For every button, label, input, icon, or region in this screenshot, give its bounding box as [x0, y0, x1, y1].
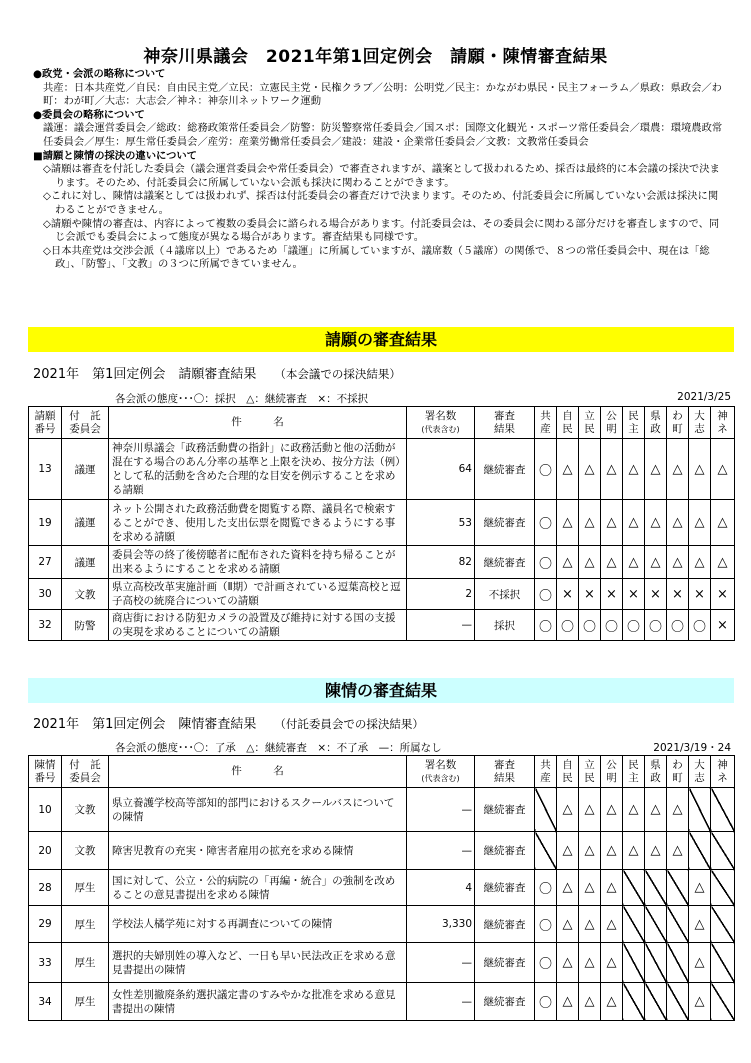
row-subject: 女性差別撤廃条約選択議定書のすみやかな批准を求める意見書提出の陳情 — [109, 983, 407, 1021]
row-subject: 商店街における防犯カメラの設置及び維持に対する国の支援の実現を求めることについての請願 — [109, 610, 407, 641]
table-row — [29, 906, 735, 943]
vote-cell: △ — [601, 832, 623, 870]
row-result: 継続審査 — [475, 906, 535, 943]
header-party: 県 政 — [645, 407, 667, 439]
row-result: 継続審査 — [475, 983, 535, 1021]
row-number: 33 — [29, 943, 62, 983]
row-result: 継続審査 — [475, 546, 535, 579]
vote-cell: △ — [557, 832, 579, 870]
row-result: 継続審査 — [475, 788, 535, 832]
table-header-row — [29, 407, 735, 439]
vote-not-member-cell — [667, 983, 689, 1021]
petition-subtitle-note: （本会議での採決結果） — [274, 367, 401, 381]
vote-cell: △ — [667, 788, 689, 832]
vote-cell: △ — [601, 500, 623, 546]
petition2-subtitle — [33, 713, 424, 732]
row-committee: 文教 — [62, 788, 109, 832]
row-result: 継続審査 — [475, 439, 535, 500]
vote-cell: × — [667, 579, 689, 610]
vote-cell: △ — [557, 500, 579, 546]
row-number: 19 — [29, 500, 62, 546]
vote-not-member-cell — [645, 983, 667, 1021]
vote-not-member-cell — [689, 788, 711, 832]
row-signatures: — — [407, 943, 475, 983]
header-party: 立 民 — [579, 407, 601, 439]
header-subject: 件 名 — [109, 756, 407, 788]
vote-cell: 〇 — [535, 579, 557, 610]
vote-not-member-cell — [667, 906, 689, 943]
vote-cell: △ — [645, 546, 667, 579]
row-subject: 国に対して、公立・公的病院の「再編・統合」の強制を改めることの意見書提出を求める陳情 — [109, 870, 407, 906]
header-party: 共 産 — [535, 756, 557, 788]
vote-cell: 〇 — [601, 610, 623, 641]
vote-cell: 〇 — [535, 610, 557, 641]
vote-cell: △ — [667, 832, 689, 870]
header-party: 自 民 — [557, 407, 579, 439]
vote-cell: △ — [601, 870, 623, 906]
vote-cell: × — [579, 579, 601, 610]
vote-cell: △ — [711, 546, 735, 579]
row-number: 32 — [29, 610, 62, 641]
vote-cell: △ — [711, 439, 735, 500]
vote-cell: △ — [557, 943, 579, 983]
petition-results-table — [28, 406, 735, 641]
vote-cell: 〇 — [535, 870, 557, 906]
vote-cell: △ — [579, 500, 601, 546]
row-signatures: — — [407, 983, 475, 1021]
petition2-results-banner: 陳情の審査結果 — [28, 678, 734, 703]
vote-cell: × — [601, 579, 623, 610]
vote-cell: △ — [557, 983, 579, 1021]
row-committee: 文教 — [62, 579, 109, 610]
row-number: 13 — [29, 439, 62, 500]
row-subject: 学校法人橘学苑に対する再調査についての陳情 — [109, 906, 407, 943]
header-party: 神 ネ — [711, 407, 735, 439]
vote-cell: 〇 — [557, 610, 579, 641]
party-abbrev-heading: ●政党・会派の略称について — [33, 68, 166, 80]
table-row — [29, 439, 735, 500]
header-party: 大 志 — [689, 407, 711, 439]
vote-not-member-cell — [667, 943, 689, 983]
vote-cell: × — [711, 610, 735, 641]
row-committee: 議運 — [62, 546, 109, 579]
petition2-date: 2021/3/19・24 — [653, 742, 731, 754]
petition-results-banner: 請願の審査結果 — [28, 327, 734, 352]
vote-cell: △ — [645, 439, 667, 500]
header-result: 審査 結果 — [475, 407, 535, 439]
header-party: わ 町 — [667, 756, 689, 788]
vote-cell: △ — [623, 546, 645, 579]
vote-cell: △ — [689, 943, 711, 983]
header-party: 共 産 — [535, 407, 557, 439]
vote-not-member-cell — [711, 832, 735, 870]
row-signatures: 53 — [407, 500, 475, 546]
vote-cell: 〇 — [535, 943, 557, 983]
row-result: 継続審査 — [475, 832, 535, 870]
row-committee: 文教 — [62, 832, 109, 870]
header-number: 陳情 番号 — [29, 756, 62, 788]
vote-cell: △ — [689, 439, 711, 500]
vote-cell: △ — [557, 788, 579, 832]
vote-cell: △ — [579, 943, 601, 983]
vote-difference-item: ◇請願や陳情の審査は、内容によって複数の委員会に諮られる場合があります。付託委員会は、その委員会に関わる部分だけを審査しますので、同じ会派でも委員会によって態度が異なる場合があります。審査結果も同様です。 — [43, 217, 720, 244]
petition-date: 2021/3/25 — [677, 391, 731, 403]
vote-cell: × — [711, 579, 735, 610]
row-subject: 県立高校改革実施計画（Ⅱ期）で計画されている逗葉高校と逗子高校の統廃合についての請願 — [109, 579, 407, 610]
row-committee: 防警 — [62, 610, 109, 641]
vote-cell: △ — [689, 546, 711, 579]
header-party: 公 明 — [601, 407, 623, 439]
vote-cell: △ — [645, 500, 667, 546]
row-committee: 厚生 — [62, 906, 109, 943]
vote-cell: △ — [689, 500, 711, 546]
vote-not-member-cell — [645, 906, 667, 943]
row-signatures: 64 — [407, 439, 475, 500]
row-committee: 厚生 — [62, 943, 109, 983]
row-number: 30 — [29, 579, 62, 610]
header-party: わ 町 — [667, 407, 689, 439]
table-row — [29, 943, 735, 983]
row-result: 採択 — [475, 610, 535, 641]
vote-not-member-cell — [623, 870, 645, 906]
table-header-row — [29, 756, 735, 788]
vote-not-member-cell — [535, 832, 557, 870]
petition2-legend: 各会派の態度･･･〇：了承 △：継続審査 ×：不了承 —：所属なし — [115, 742, 442, 754]
vote-not-member-cell — [711, 788, 735, 832]
vote-not-member-cell — [623, 983, 645, 1021]
header-party: 大 志 — [689, 756, 711, 788]
row-committee: 厚生 — [62, 870, 109, 906]
vote-cell: △ — [557, 906, 579, 943]
vote-cell: △ — [557, 546, 579, 579]
vote-not-member-cell — [689, 832, 711, 870]
vote-cell: △ — [601, 546, 623, 579]
vote-difference-item: ◇請願は審査を付託した委員会（議会運営委員会や常任委員会）で審査されますが、議案として扱われるため、採否は最終的に本会議の採決で決まります。そのため、付託委員会に所属していない会派も採決に関わることができます。 — [43, 163, 720, 189]
vote-cell: △ — [667, 500, 689, 546]
vote-cell: 〇 — [579, 610, 601, 641]
vote-cell: △ — [557, 439, 579, 500]
vote-cell: △ — [557, 870, 579, 906]
row-signatures: — — [407, 610, 475, 641]
party-abbrev-text: 共産：日本共産党／自民：自由民主党／立民：立憲民主党・民権クラブ／公明：公明党／民主：かながわ県民・民主フォーラム／県政：県政会／わ町：わが町／大志：大志会／神ネ：神奈川ネットワーク運動 — [43, 81, 722, 108]
vote-difference-item: ◇これに対し、陳情は議案としては扱われず、採否は付託委員会の審査だけで決まります。そのため、付託委員会に所属していない会派は採決に関わることができません。 — [43, 190, 719, 216]
row-signatures: 2 — [407, 579, 475, 610]
row-committee: 議運 — [62, 500, 109, 546]
table-row — [29, 832, 735, 870]
row-number: 34 — [29, 983, 62, 1021]
petition-subtitle-main: 2021年 第1回定例会 請願審査結果 — [33, 367, 257, 382]
row-result: 不採択 — [475, 579, 535, 610]
vote-cell: △ — [623, 500, 645, 546]
row-committee: 議運 — [62, 439, 109, 500]
header-committee: 付 託 委員会 — [62, 407, 109, 439]
vote-cell: △ — [623, 788, 645, 832]
vote-cell: △ — [689, 983, 711, 1021]
petition2-results-table — [28, 755, 735, 1021]
header-committee: 付 託 委員会 — [62, 756, 109, 788]
table-row — [29, 546, 735, 579]
vote-cell: △ — [579, 906, 601, 943]
vote-cell: 〇 — [667, 610, 689, 641]
row-subject: 県立養護学校高等部知的部門におけるスクールバスについての陳情 — [109, 788, 407, 832]
header-number: 請願 番号 — [29, 407, 62, 439]
row-subject: 神奈川県議会「政務活動費の指針」に政務活動と他の活動が混在する場合のあん分率の基準と上限を決め、按分方法（例）として私的活動を含めた合理的な目安を例示することを求める請願 — [109, 439, 407, 500]
vote-not-member-cell — [645, 870, 667, 906]
petition2-subtitle-main: 2021年 第1回定例会 陳情審査結果 — [33, 717, 257, 732]
row-number: 27 — [29, 546, 62, 579]
row-signatures: — — [407, 832, 475, 870]
petition2-subtitle-note: （付託委員会での採決結果） — [274, 717, 424, 731]
vote-cell: 〇 — [535, 906, 557, 943]
row-result: 継続審査 — [475, 500, 535, 546]
vote-difference-heading: ■請願と陳情の採決の違いについて — [33, 149, 197, 162]
row-number: 28 — [29, 870, 62, 906]
vote-cell: △ — [689, 870, 711, 906]
row-result: 継続審査 — [475, 943, 535, 983]
committee-abbrev-text: 議運：議会運営委員会／総政：総務政策常任委員会／防警：防災警察常任委員会／国スポ：国際文化観光・スポーツ常任委員会／環農：環境農政常任委員会／厚生：厚生常任委員会／産労：産業労働常任委員会／建設：建設・企業常任委員会／文教：文教常任委員会 — [43, 122, 723, 148]
vote-cell: △ — [579, 788, 601, 832]
vote-not-member-cell — [711, 983, 735, 1021]
header-signatures: 署名数 (代表含む) — [407, 407, 475, 439]
vote-cell: × — [689, 579, 711, 610]
row-number: 10 — [29, 788, 62, 832]
vote-cell: △ — [579, 832, 601, 870]
header-party: 神 ネ — [711, 756, 735, 788]
vote-cell: △ — [601, 788, 623, 832]
table-row — [29, 500, 735, 546]
row-number: 29 — [29, 906, 62, 943]
petition-subtitle — [33, 363, 401, 382]
vote-cell: 〇 — [645, 610, 667, 641]
table-row — [29, 983, 735, 1021]
vote-cell: △ — [601, 983, 623, 1021]
table-row — [29, 579, 735, 610]
vote-not-member-cell — [645, 943, 667, 983]
vote-cell: × — [645, 579, 667, 610]
vote-cell: △ — [667, 546, 689, 579]
vote-cell: △ — [579, 983, 601, 1021]
vote-cell: 〇 — [535, 500, 557, 546]
header-subject: 件 名 — [109, 407, 407, 439]
vote-cell: △ — [579, 439, 601, 500]
header-result: 審査 結果 — [475, 756, 535, 788]
row-subject: 障害児教育の充実・障害者雇用の拡充を求める陳情 — [109, 832, 407, 870]
row-signatures: — — [407, 788, 475, 832]
vote-cell: △ — [579, 870, 601, 906]
header-party: 立 民 — [579, 756, 601, 788]
vote-cell: △ — [579, 546, 601, 579]
row-result: 継続審査 — [475, 870, 535, 906]
row-subject: ネット公開された政務活動費を閲覧する際、議員名で検索することができ、使用した支出伝票を閲覧できるようにする事を求める請願 — [109, 500, 407, 546]
vote-cell: △ — [623, 439, 645, 500]
table-row — [29, 870, 735, 906]
vote-cell: △ — [645, 832, 667, 870]
table-row — [29, 788, 735, 832]
header-party: 自 民 — [557, 756, 579, 788]
vote-cell: △ — [623, 832, 645, 870]
vote-not-member-cell — [623, 906, 645, 943]
vote-not-member-cell — [711, 906, 735, 943]
row-signatures: 3,330 — [407, 906, 475, 943]
vote-difference-item: ◇日本共産党は交渉会派（４議席以上）であるため「議運」に所属していますが、議席数（５議席）の関係で、８つの常任委員会中、現在は「総政」、「防警」、「文教」の３つに所属できていません。 — [43, 244, 710, 271]
vote-cell: △ — [601, 943, 623, 983]
page-title: 神奈川県議会 2021年第1回定例会 請願・陳情審査結果 — [143, 47, 608, 67]
row-subject: 委員会等の終了後傍聴者に配布された資料を持ち帰ることが出来るようにすることを求める請願 — [109, 546, 407, 579]
vote-not-member-cell — [667, 870, 689, 906]
notes-section — [33, 68, 723, 272]
row-committee: 厚生 — [62, 983, 109, 1021]
vote-cell: 〇 — [689, 610, 711, 641]
vote-cell: × — [623, 579, 645, 610]
vote-cell: 〇 — [535, 546, 557, 579]
vote-cell: 〇 — [535, 439, 557, 500]
vote-cell: × — [557, 579, 579, 610]
table-row — [29, 610, 735, 641]
vote-not-member-cell — [711, 870, 735, 906]
vote-not-member-cell — [711, 943, 735, 983]
header-party: 県 政 — [645, 756, 667, 788]
header-party: 公 明 — [601, 756, 623, 788]
header-signatures: 署名数 (代表含む) — [407, 756, 475, 788]
vote-cell: △ — [645, 788, 667, 832]
vote-cell: △ — [711, 500, 735, 546]
row-signatures: 82 — [407, 546, 475, 579]
row-signatures: 4 — [407, 870, 475, 906]
vote-not-member-cell — [535, 788, 557, 832]
petition-legend: 各会派の態度･･･〇：採択 △：継続審査 ×：不採択 — [115, 393, 369, 405]
header-party: 民 主 — [623, 756, 645, 788]
vote-cell: △ — [689, 906, 711, 943]
vote-cell: 〇 — [535, 983, 557, 1021]
committee-abbrev-heading: ●委員会の略称について — [33, 108, 145, 121]
vote-cell: △ — [601, 906, 623, 943]
vote-cell: △ — [667, 439, 689, 500]
row-number: 20 — [29, 832, 62, 870]
row-subject: 選択的夫婦別姓の導入など、一日も早い民法改正を求める意見書提出の陳情 — [109, 943, 407, 983]
vote-not-member-cell — [623, 943, 645, 983]
header-party: 民 主 — [623, 407, 645, 439]
vote-cell: 〇 — [623, 610, 645, 641]
vote-cell: △ — [601, 439, 623, 500]
